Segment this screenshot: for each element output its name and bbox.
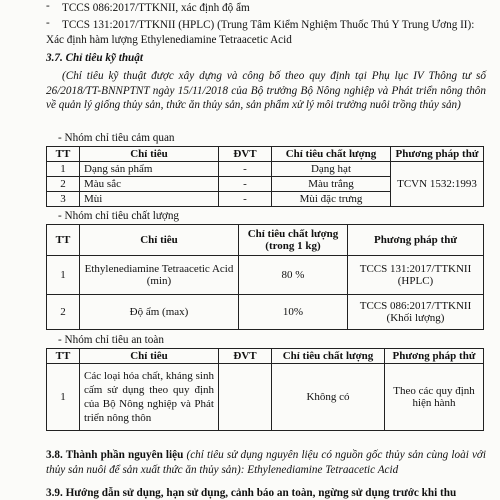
table-row [47, 364, 484, 431]
cell: Theo các quy định hiện hành [385, 364, 484, 431]
cell: 3 [47, 192, 80, 207]
col-header: Chỉ tiêu [80, 349, 219, 364]
col-header: Phương pháp thử [385, 349, 484, 364]
cell: 1 [47, 256, 80, 295]
col-header: Chỉ tiêu [80, 225, 239, 256]
cell: Độ ẩm (max) [80, 295, 239, 330]
cell: Mùi đặc trưng [272, 192, 391, 207]
method-cell: TCVN 1532:1993 [391, 162, 484, 207]
col-header: TT [47, 225, 80, 256]
cell: Các loại hóa chất, kháng sinh cấm sử dụng theo quy định của Bộ Nông nghiệp và Phát triển nông thôn [80, 364, 219, 431]
table-header-row [47, 147, 484, 162]
col-header: ĐVT [219, 349, 272, 364]
cell: Dạng sản phẩm [80, 162, 219, 177]
col-header: TT [47, 349, 80, 364]
col-header: Chỉ tiêu chất lượng [272, 147, 391, 162]
cell: 80 % [239, 256, 348, 295]
col-header: Chỉ tiêu [80, 147, 219, 162]
cell: 2 [47, 295, 80, 330]
top-line-2: TCCS 131:2017/TTKNII (HPLC) (Trung Tâm Kiểm Nghiệm Thuốc Thú Y Trung Ương II): [62, 19, 475, 31]
col-header: Phương pháp thử [391, 147, 484, 162]
cell: 1 [47, 364, 80, 431]
cell: - [219, 177, 272, 192]
section-3-8 [46, 448, 486, 477]
cell [219, 364, 272, 431]
cell: Dạng hạt [272, 162, 391, 177]
section-3-7-intro: (Chỉ tiêu kỹ thuật được xây dựng và công bố theo quy định tại Phụ lục IV Thông tư số 26/2018/TT-BNNPTNT ngày 15/11/2018 của Bộ trưởng Bộ Nông nghiệp và Phát triển nông thôn về quản lý giống thủy sản, thức ăn thủy sản, sản phẩm xử lý môi trường nuôi trồng thủy sản) [46, 70, 486, 111]
table-header-row [47, 225, 484, 256]
table-1-title: - Nhóm chỉ tiêu cảm quan [58, 132, 175, 144]
section-3-7-heading: 3.7. Chỉ tiêu kỹ thuật [46, 52, 143, 64]
table-2-title: - Nhóm chỉ tiêu chất lượng [58, 210, 180, 222]
cell: Mùi [80, 192, 219, 207]
table-3-title: - Nhóm chỉ tiêu an toàn [58, 334, 164, 346]
cell: 1 [47, 162, 80, 177]
quality-table [46, 224, 484, 330]
col-header: TT [47, 147, 80, 162]
safety-table [46, 348, 484, 431]
cell: Màu sắc [80, 177, 219, 192]
bullet: - [46, 0, 50, 12]
cell: - [219, 162, 272, 177]
cell: Không có [272, 364, 385, 431]
section-3-8-heading: 3.8. Thành phần nguyên liệu [46, 449, 184, 461]
col-header: Chỉ tiêu chất lượng [272, 349, 385, 364]
table-row [47, 295, 484, 330]
cell: Ethylenediamine Tetraacetic Acid (min) [80, 256, 239, 295]
col-header: Chỉ tiêu chất lượng (trong 1 kg) [239, 225, 348, 256]
table-header-row [47, 349, 484, 364]
cell: Màu trắng [272, 177, 391, 192]
cell: TCCS 086:2017/TTKNII (Khối lượng) [348, 295, 484, 330]
section-3-8-text: (chỉ tiêu sử dụng nguyên liệu có nguồn gốc thủy sản cùng loài với thủy sản nuôi để sản xuất thức ăn thủy sản): Ethylenediamine Tetraacetic Acid [46, 449, 486, 476]
table-row [47, 256, 484, 295]
cell: TCCS 131:2017/TTKNII (HPLC) [348, 256, 484, 295]
top-line-1: TCCS 086:2017/TTKNII, xác định độ ẩm [62, 2, 250, 14]
cell: 2 [47, 177, 80, 192]
sensory-table [46, 146, 484, 207]
section-3-9-heading: 3.9. Hướng dẫn sử dụng, hạn sử dụng, cảnh báo an toàn, ngừng sử dụng trước khi thu [46, 487, 457, 499]
col-header: ĐVT [219, 147, 272, 162]
col-header: Phương pháp thử [348, 225, 484, 256]
cell: 10% [239, 295, 348, 330]
top-line-3: Xác định hàm lượng Ethylenediamine Tetraacetic Acid [46, 34, 292, 46]
table-row [47, 162, 484, 177]
cell: - [219, 192, 272, 207]
bullet: - [46, 17, 50, 29]
